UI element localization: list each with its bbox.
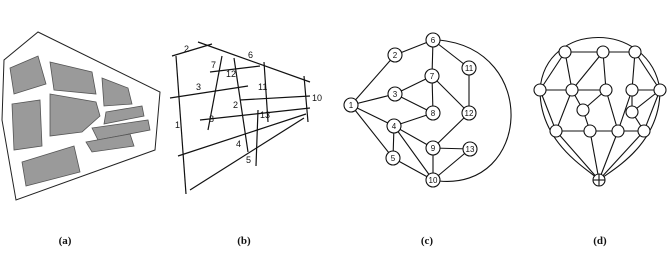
graph-node <box>425 69 439 83</box>
graph-edge <box>556 90 572 131</box>
graph-edge <box>572 52 603 90</box>
graph-node <box>426 33 440 47</box>
graph-node <box>534 84 546 96</box>
street-label: 12 <box>226 69 237 79</box>
root-node-icon <box>593 174 605 186</box>
node-label: 3 <box>392 90 398 99</box>
street-line <box>304 76 308 122</box>
node-label: 9 <box>430 144 436 153</box>
node-label: 7 <box>429 72 435 81</box>
graph-node <box>600 84 612 96</box>
node-label: 6 <box>430 36 436 45</box>
panel-b-street-labels <box>175 44 322 247</box>
graph-node <box>426 141 440 155</box>
panel-b-street-lines <box>170 42 310 194</box>
street-line <box>178 114 306 156</box>
graph-node <box>344 98 358 112</box>
graph-edge <box>599 131 644 180</box>
graph-node <box>626 84 638 96</box>
street-line <box>172 44 212 56</box>
graph-node <box>426 173 440 187</box>
graph-node <box>629 46 641 58</box>
node-label: 1 <box>348 101 354 110</box>
street-label: 4 <box>236 139 242 149</box>
graph-edge <box>394 126 433 180</box>
panel-d-graph <box>540 38 660 181</box>
street-label: 10 <box>312 93 323 103</box>
graph-edge <box>590 131 599 180</box>
caption-a: (a) <box>58 235 72 247</box>
graph-node <box>654 84 666 96</box>
graph-node <box>387 119 401 133</box>
graph-node <box>626 106 638 118</box>
node-label: 13 <box>465 145 475 154</box>
node-label: 2 <box>392 51 398 60</box>
graph-node <box>426 106 440 120</box>
caption-d: (d) <box>593 235 607 247</box>
graph-edge <box>635 52 660 90</box>
graph-edge <box>599 131 618 180</box>
graph-node <box>550 125 562 137</box>
street-label: 2 <box>233 100 239 110</box>
node-label: 8 <box>430 109 436 118</box>
graph-node <box>566 84 578 96</box>
street-label: 13 <box>260 110 271 120</box>
graph-edge-arc <box>599 90 660 180</box>
node-label: 10 <box>428 176 438 185</box>
street-label: 8 <box>209 114 215 124</box>
graph-node <box>388 87 402 101</box>
graph-edge <box>351 105 393 158</box>
street-label: 2 <box>184 44 190 54</box>
street-line <box>240 96 310 100</box>
graph-node <box>584 125 596 137</box>
node-label: 12 <box>464 109 474 118</box>
node-label: 4 <box>391 122 397 131</box>
caption-b: (b) <box>237 235 251 247</box>
street-line <box>190 118 304 190</box>
graph-node <box>612 125 624 137</box>
street-label: 7 <box>211 60 217 70</box>
street-label: 6 <box>248 50 254 60</box>
panel-d-nodes <box>534 46 666 137</box>
panel-c-nodes <box>344 33 477 247</box>
caption-c: (c) <box>420 235 434 247</box>
graph-node <box>386 151 400 165</box>
street-label: 11 <box>258 82 268 92</box>
node-label: 11 <box>464 64 474 73</box>
street-label: 5 <box>246 155 252 165</box>
graph-node <box>559 46 571 58</box>
graph-node <box>462 61 476 75</box>
street-label: 3 <box>196 82 202 92</box>
street-line <box>170 86 248 98</box>
graph-node <box>577 104 589 116</box>
city-block <box>12 100 42 150</box>
graph-node <box>638 125 650 137</box>
graph-edge-arc <box>540 38 660 91</box>
street-line <box>256 110 258 166</box>
graph-node <box>462 106 476 120</box>
street-label: 1 <box>175 120 181 130</box>
panel-a-block-map <box>2 32 160 247</box>
graph-node <box>388 48 402 62</box>
node-label: 5 <box>390 154 396 163</box>
graph-node <box>597 46 609 58</box>
graph-edge <box>556 131 599 180</box>
graph-node <box>463 142 477 156</box>
